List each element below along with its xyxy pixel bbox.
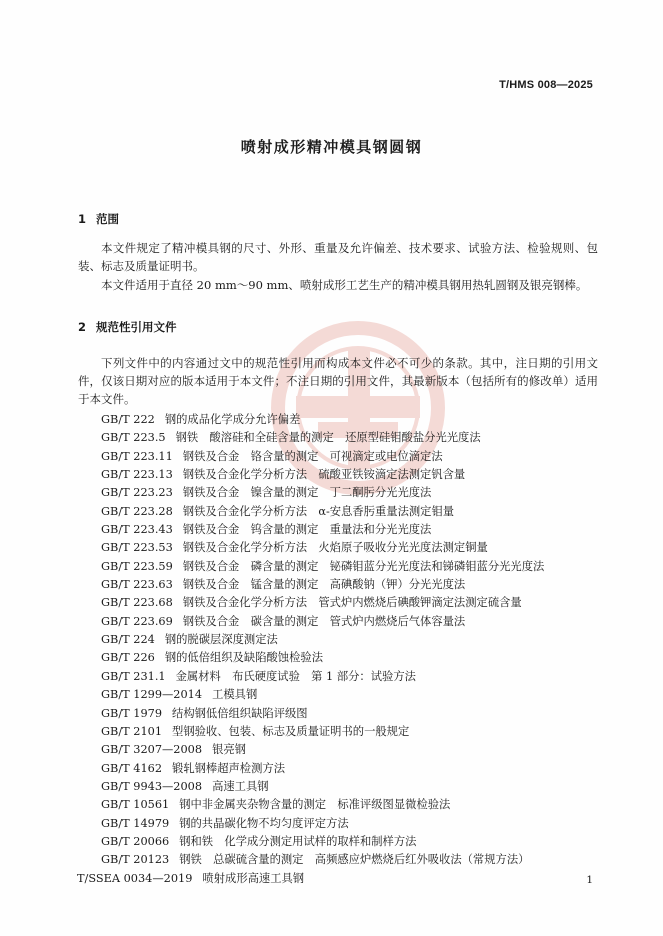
- reference-item: [101, 741, 544, 759]
- section-title: 范围: [96, 212, 119, 226]
- reference-code: GB/T 10561: [101, 798, 170, 812]
- normative-references-list: [77, 411, 545, 888]
- reference-item: [101, 429, 544, 447]
- page-number: 1: [586, 874, 593, 886]
- reference-item: [101, 613, 544, 631]
- reference-title: 钢铁及合金化学分析方法 硫酸亚铁铵滴定法测定钒含量: [182, 468, 466, 482]
- section-number: 2: [78, 320, 87, 334]
- reference-item: [101, 723, 544, 741]
- section-2-heading: [78, 319, 177, 335]
- reference-title: 型钢验收、包装、标志及质量证明书的一般规定: [172, 724, 410, 738]
- reference-code: GB/T 231.1: [101, 669, 166, 683]
- reference-code: GB/T 9943—2008: [101, 779, 203, 793]
- reference-item: [101, 558, 544, 576]
- reference-title: 钢铁及合金 镍含量的测定 丁二酮肟分光光度法: [182, 486, 432, 500]
- reference-title: 结构钢低倍组织缺陷评级图: [172, 706, 308, 720]
- reference-title: 钢铁及合金 钨含量的测定 重量法和分光光度法: [182, 523, 432, 537]
- reference-code: GB/T 224: [101, 633, 155, 647]
- reference-code: GB/T 223.11: [101, 449, 173, 463]
- document-title: 喷射成形精冲模具钢圆钢: [240, 138, 423, 156]
- reference-item: [101, 539, 544, 557]
- reference-title: 工模具钢: [212, 688, 258, 702]
- reference-item: [101, 705, 544, 723]
- reference-item: [101, 631, 544, 649]
- reference-code: GB/T 1299—2014: [101, 688, 203, 702]
- section-title: 规范性引用文件: [96, 320, 177, 334]
- reference-code: GB/T 223.63: [101, 578, 173, 592]
- reference-title: 钢的共晶碳化物不均匀度评定方法: [179, 816, 349, 830]
- reference-title: 钢铁及合金化学分析方法 火焰原子吸收分光光度法测定铜量: [182, 541, 488, 555]
- reference-title: 钢铁及合金化学分析方法 α-安息香肟重量法测定钼量: [182, 504, 455, 518]
- reference-item: [101, 686, 544, 704]
- reference-title: 钢铁及合金 铬含量的测定 可视滴定或电位滴定法: [182, 449, 443, 463]
- reference-code: T/SSEA 0034—2019: [77, 871, 193, 885]
- reference-title: 锻轧钢棒超声检测方法: [172, 761, 285, 775]
- reference-code: GB/T 223.5: [101, 431, 166, 445]
- reference-title: 金属材料 布氏硬度试验 第 1 部分：试验方法: [175, 669, 416, 683]
- reference-item: [101, 649, 544, 667]
- references-intro-paragraph: 下列文件中的内容通过文中的规范性引用而构成本文件必不可少的条款。其中，注日期的引用文件，仅该日期对应的版本适用于本文件；不注日期的引用文件，其最新版本（包括所有的修改单）适用于本文件。: [78, 356, 598, 406]
- section-1-heading: [78, 211, 119, 227]
- scope-paragraph-2: 本文件适用于直径 20 mm～90 mm、喷射成形工艺生产的精冲模具钢用热轧圆钢及银亮钢棒。: [101, 278, 588, 292]
- reference-code: GB/T 2101: [101, 724, 163, 738]
- reference-item: [101, 833, 544, 851]
- reference-title: 钢铁及合金化学分析方法 管式炉内燃烧后碘酸钾滴定法测定硫含量: [182, 596, 522, 610]
- reference-title: 钢铁及合金 碳含量的测定 管式炉内燃烧后气体容量法: [182, 614, 466, 628]
- reference-code: GB/T 223.69: [101, 614, 173, 628]
- reference-code: GB/T 14979: [101, 816, 170, 830]
- reference-item: [101, 594, 544, 612]
- reference-code: GB/T 1979: [101, 706, 163, 720]
- reference-title: 钢铁及合金 磷含量的测定 铋磷钼蓝分光光度法和锑磷钼蓝分光光度法: [182, 559, 545, 573]
- reference-item: [101, 778, 544, 796]
- reference-title: 钢铁 总碳硫含量的测定 高频感应炉燃烧后红外吸收法（常规方法）: [179, 853, 530, 867]
- reference-item: [101, 466, 544, 484]
- scope-paragraph-1: 本文件规定了精冲模具钢的尺寸、外形、重量及允许偏差、技术要求、试验方法、检验规则、包装、标志及质量证明书。: [78, 241, 598, 273]
- reference-code: GB/T 20123: [101, 853, 170, 867]
- reference-code: GB/T 223.68: [101, 596, 173, 610]
- reference-item: [101, 815, 544, 833]
- reference-item: [101, 484, 544, 502]
- reference-item: [101, 668, 544, 686]
- reference-code: GB/T 223.13: [101, 468, 173, 482]
- reference-title: 喷射成形高速工具钢: [202, 871, 305, 885]
- reference-item: [101, 796, 544, 814]
- reference-code: GB/T 226: [101, 651, 155, 665]
- reference-code: GB/T 4162: [101, 761, 163, 775]
- reference-code: GB/T 20066: [101, 834, 170, 848]
- reference-code: GB/T 223.43: [101, 523, 173, 537]
- reference-item: [101, 411, 544, 429]
- reference-code: GB/T 223.23: [101, 486, 173, 500]
- reference-code: GB/T 223.53: [101, 541, 173, 555]
- reference-code: GB/T 223.28: [101, 504, 173, 518]
- reference-title: 钢的低倍组织及缺陷酸蚀检验法: [164, 651, 323, 665]
- reference-code: GB/T 222: [101, 413, 155, 426]
- reference-title: 高速工具钢: [212, 779, 269, 793]
- standard-code: T/HMS 008—2025: [499, 79, 593, 91]
- reference-code: GB/T 3207—2008: [101, 743, 203, 757]
- reference-title: 钢铁 酸溶硅和全硅含量的测定 还原型硅钼酸盐分光光度法: [175, 431, 481, 445]
- reference-title: 钢中非金属夹杂物含量的测定 标准评级图显微检验法: [179, 798, 451, 812]
- reference-title: 钢铁及合金 锰含量的测定 高碘酸钠（钾）分光光度法: [182, 578, 466, 592]
- reference-item: [101, 448, 544, 466]
- reference-item: [101, 576, 544, 594]
- section-number: 1: [78, 212, 87, 226]
- reference-item: [101, 521, 544, 539]
- reference-item: [101, 760, 544, 778]
- reference-title: 银亮钢: [212, 743, 246, 757]
- reference-title: 钢和铁 化学成分测定用试样的取样和制样方法: [179, 834, 417, 848]
- reference-item: [77, 870, 544, 888]
- reference-item: [101, 851, 544, 869]
- reference-code: GB/T 223.59: [101, 559, 173, 573]
- reference-title: 钢的脱碳层深度测定法: [164, 633, 278, 647]
- reference-title: 钢的成品化学成分允许偏差: [164, 413, 301, 426]
- reference-item: [101, 503, 544, 521]
